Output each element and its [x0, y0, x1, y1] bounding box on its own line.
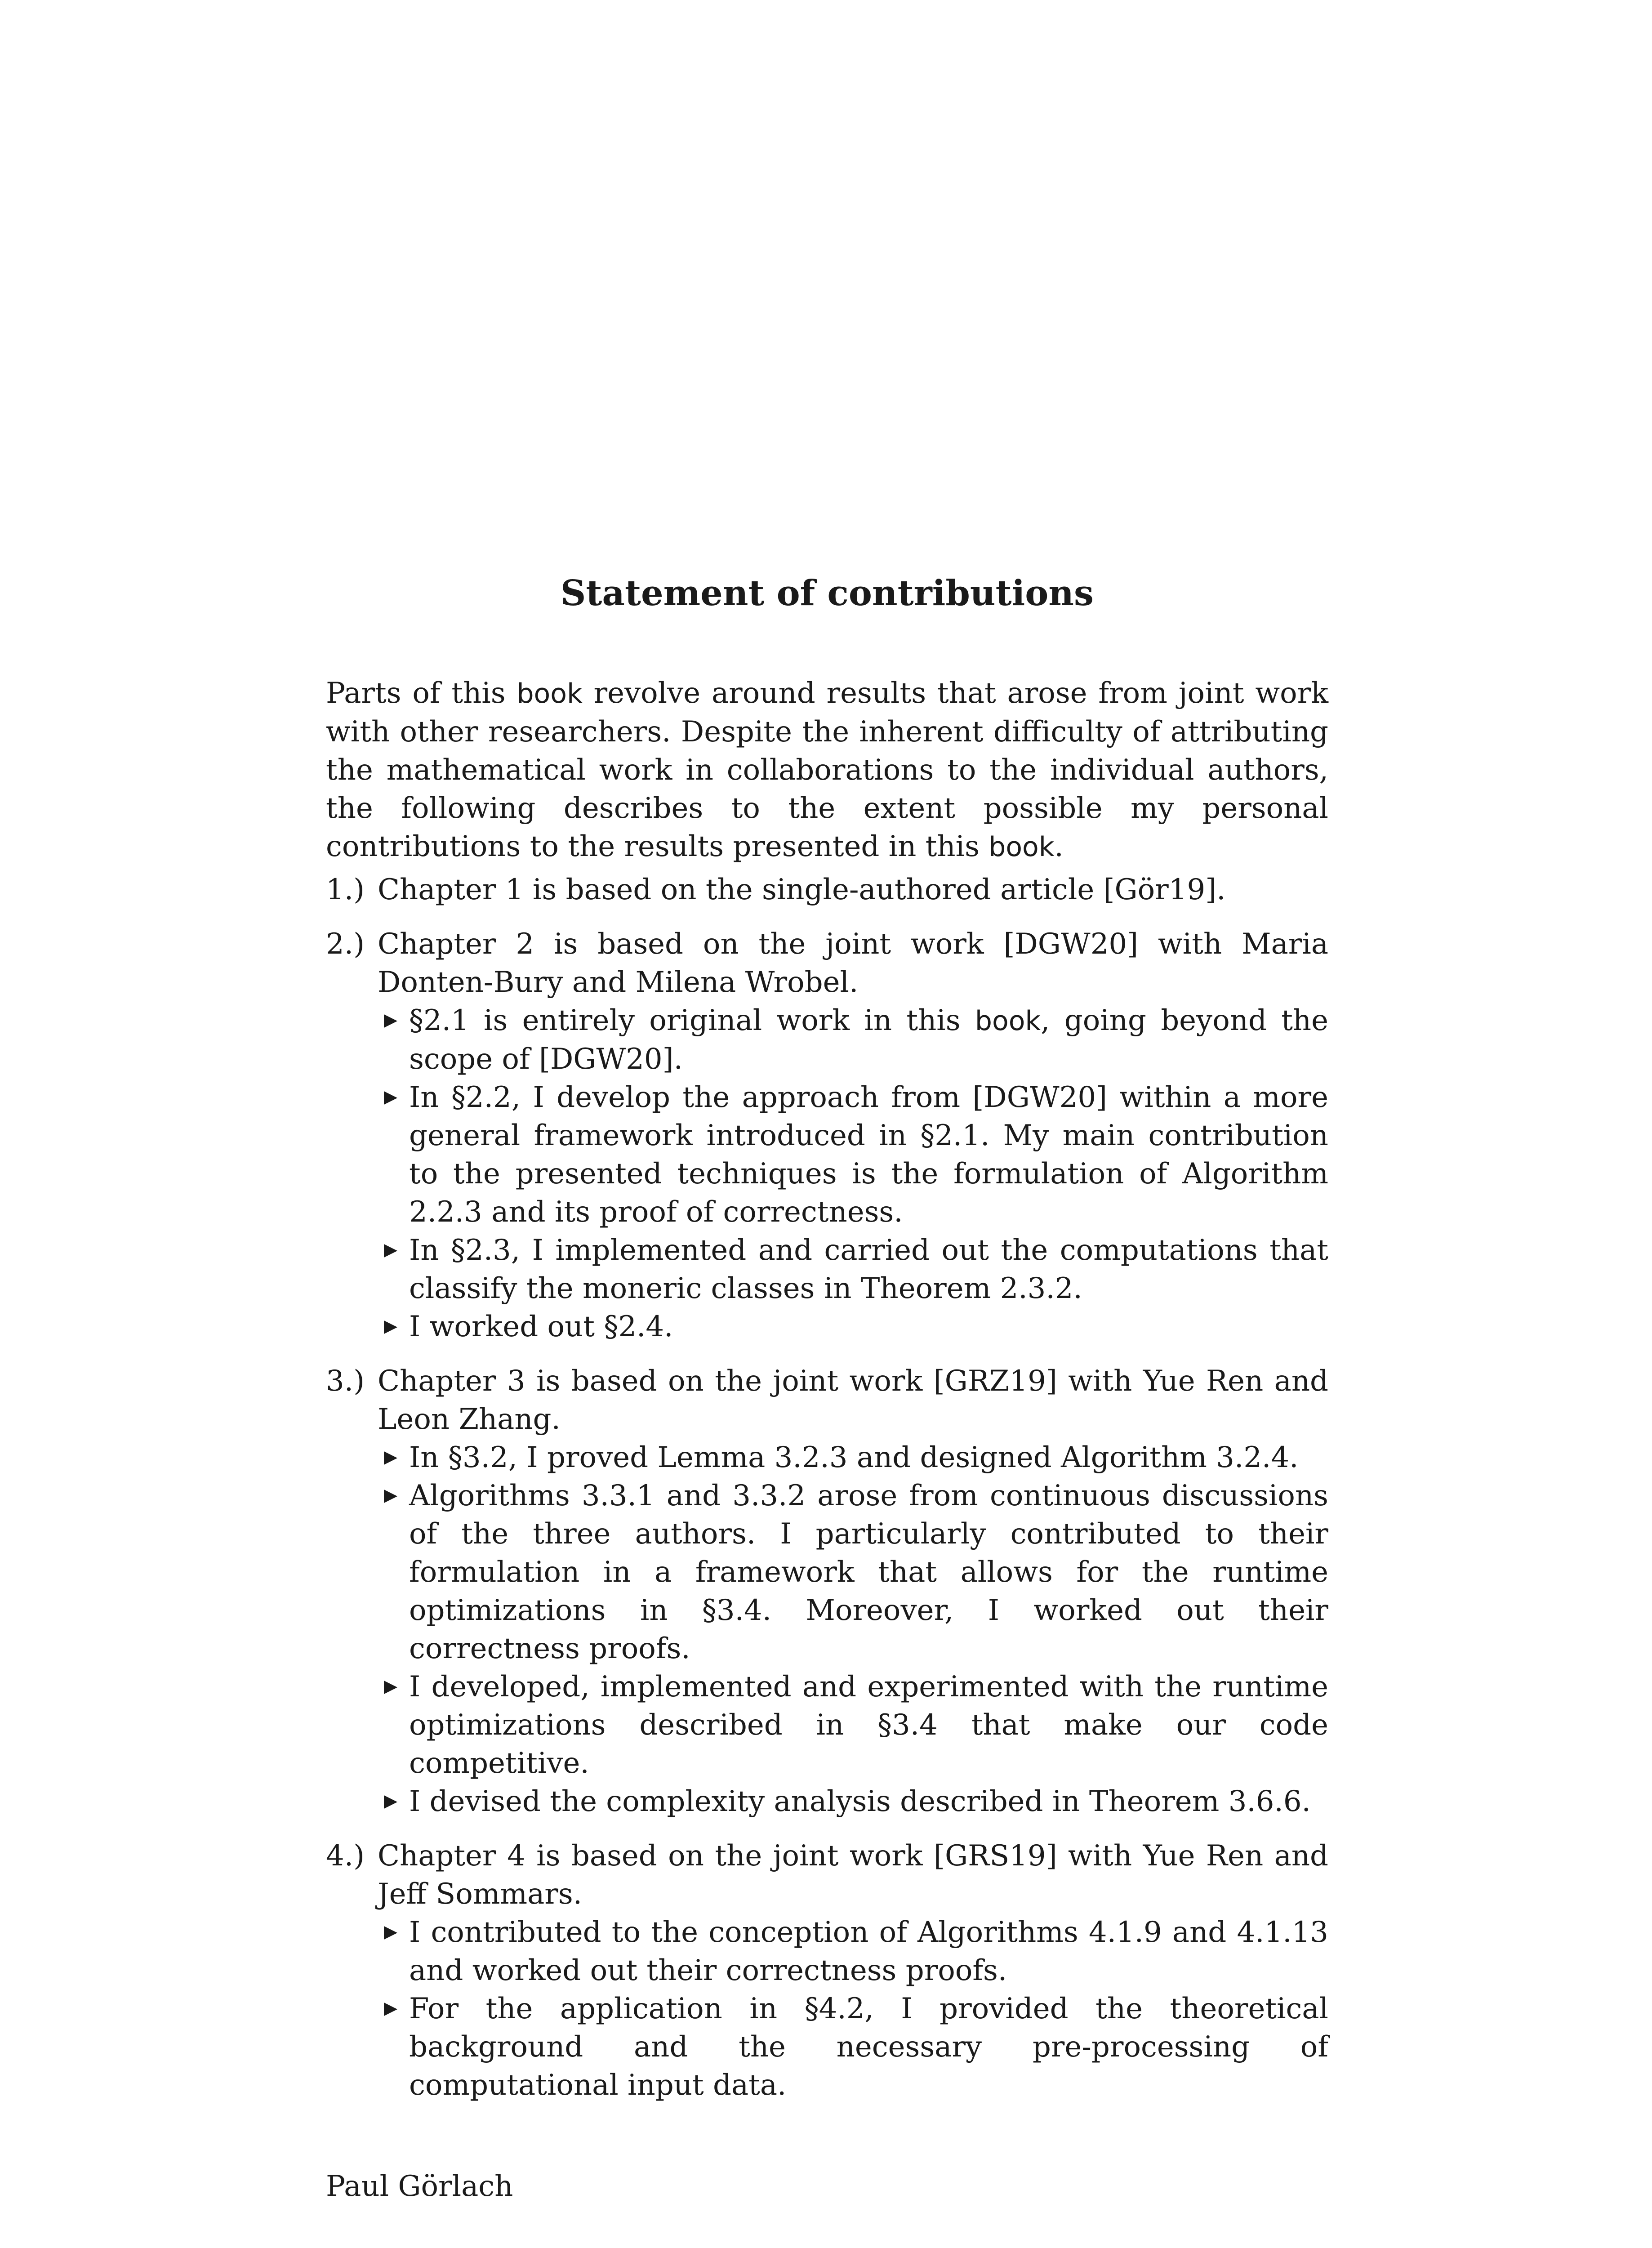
- subitem-text-part: §2.1 is entirely original work in this: [409, 1004, 975, 1037]
- contribution-list: [326, 871, 1328, 2105]
- triangle-bullet-icon: [378, 1231, 409, 1270]
- subitem: [378, 1231, 1328, 1308]
- subitem-text: I worked out §2.4.: [409, 1310, 673, 1343]
- subitem-list: [378, 1002, 1328, 1346]
- triangle-bullet-icon: [378, 1783, 409, 1821]
- item-body: [378, 1837, 1328, 2105]
- triangle-bullet-icon: [378, 1477, 409, 1515]
- book-word: book: [517, 678, 583, 709]
- subitem-text-part: , going beyond the scope of [DGW20].: [409, 1004, 1329, 1076]
- subitem: [378, 1079, 1328, 1231]
- contribution-item: [326, 871, 1328, 909]
- intro-paragraph: [326, 674, 1328, 866]
- item-text: Chapter 4 is based on the joint work [GRS19] with Yue Ren and Jeff Sommars.: [378, 1839, 1328, 1911]
- triangle-bullet-icon: [378, 1002, 409, 1040]
- book-word: book: [989, 831, 1055, 863]
- intro-text: Parts of this: [326, 677, 517, 710]
- subitem-text: I contributed to the conception of Algorithms 4.1.9 and 4.1.13 and worked out their correctness proofs.: [409, 1916, 1328, 1987]
- triangle-bullet-icon: [378, 1668, 409, 1706]
- subitem-text: For the application in §4.2, I provided the theoretical background and the necessary pre-processing of computational input data.: [409, 1992, 1328, 2102]
- item-body: [378, 925, 1328, 1346]
- subitem: [378, 1477, 1328, 1668]
- subitem-text: [409, 1002, 1328, 1079]
- subitem-text: In §2.2, I develop the approach from [DGW20] within a more general framework introduced in §2.1. My main contribution to the presented techniques is the formulation of Algorithm 2.2.3 and its proof of correctness.: [409, 1081, 1328, 1229]
- subitem: [378, 1002, 1328, 1079]
- subitem-text: In §3.2, I proved Lemma 3.2.3 and designed Algorithm 3.2.4.: [409, 1441, 1299, 1474]
- author-signature: Paul Görlach: [326, 2170, 513, 2203]
- item-body: [378, 871, 1328, 909]
- book-word: book: [975, 1005, 1041, 1037]
- page-title: Statement of contributions: [561, 573, 1094, 614]
- subitem: [378, 1308, 1328, 1346]
- subitem-text: I developed, implemented and experimented with the runtime optimizations described in §3.4 that make our code competitive.: [409, 1670, 1328, 1780]
- item-text: Chapter 1 is based on the single-authored article [Gör19].: [378, 873, 1226, 906]
- page-content: [326, 571, 1328, 2206]
- item-number: 2.): [326, 928, 365, 961]
- subitem: [378, 1439, 1328, 1477]
- contribution-item: [326, 1837, 1328, 2105]
- item-text: Chapter 2 is based on the joint work [DGW20] with Maria Donten-Bury and Milena Wrobel.: [378, 928, 1328, 999]
- triangle-bullet-icon: [378, 1079, 409, 1117]
- subitem-text: I devised the complexity analysis described in Theorem 3.6.6.: [409, 1785, 1311, 1818]
- contribution-item: [326, 1362, 1328, 1821]
- subitem-list: [378, 1439, 1328, 1821]
- subitem: [378, 1990, 1328, 2105]
- subitem-list: [378, 1913, 1328, 2105]
- triangle-bullet-icon: [378, 1308, 409, 1346]
- item-number: 3.): [326, 1365, 365, 1398]
- subitem: [378, 1668, 1328, 1783]
- subitem: [378, 1783, 1328, 1821]
- triangle-bullet-icon: [378, 1913, 409, 1952]
- subitem: [378, 1913, 1328, 1990]
- intro-text: .: [1054, 830, 1064, 863]
- triangle-bullet-icon: [378, 1439, 409, 1477]
- item-text: Chapter 3 is based on the joint work [GRZ19] with Yue Ren and Leon Zhang.: [378, 1365, 1328, 1436]
- triangle-bullet-icon: [378, 1990, 409, 2028]
- item-number: 4.): [326, 1839, 365, 1873]
- item-number: 1.): [326, 873, 365, 906]
- contribution-item: [326, 925, 1328, 1346]
- intro-text: revolve around results that arose from joint work with other researchers. Despite the inherent difficulty of attributing the mathematical work in collaborations to the individual authors, the following describes to the extent possible my personal contributions to the results presented in this: [326, 677, 1329, 863]
- item-body: [378, 1362, 1328, 1821]
- subitem-text: Algorithms 3.3.1 and 3.3.2 arose from continuous discussions of the three authors. I particularly contributed to their formulation in a framework that allows for the runtime optimizations in §3.4. Moreover, I worked out their correctness proofs.: [409, 1479, 1328, 1665]
- subitem-text: In §2.3, I implemented and carried out the computations that classify the moneric classes in Theorem 2.3.2.: [409, 1234, 1328, 1305]
